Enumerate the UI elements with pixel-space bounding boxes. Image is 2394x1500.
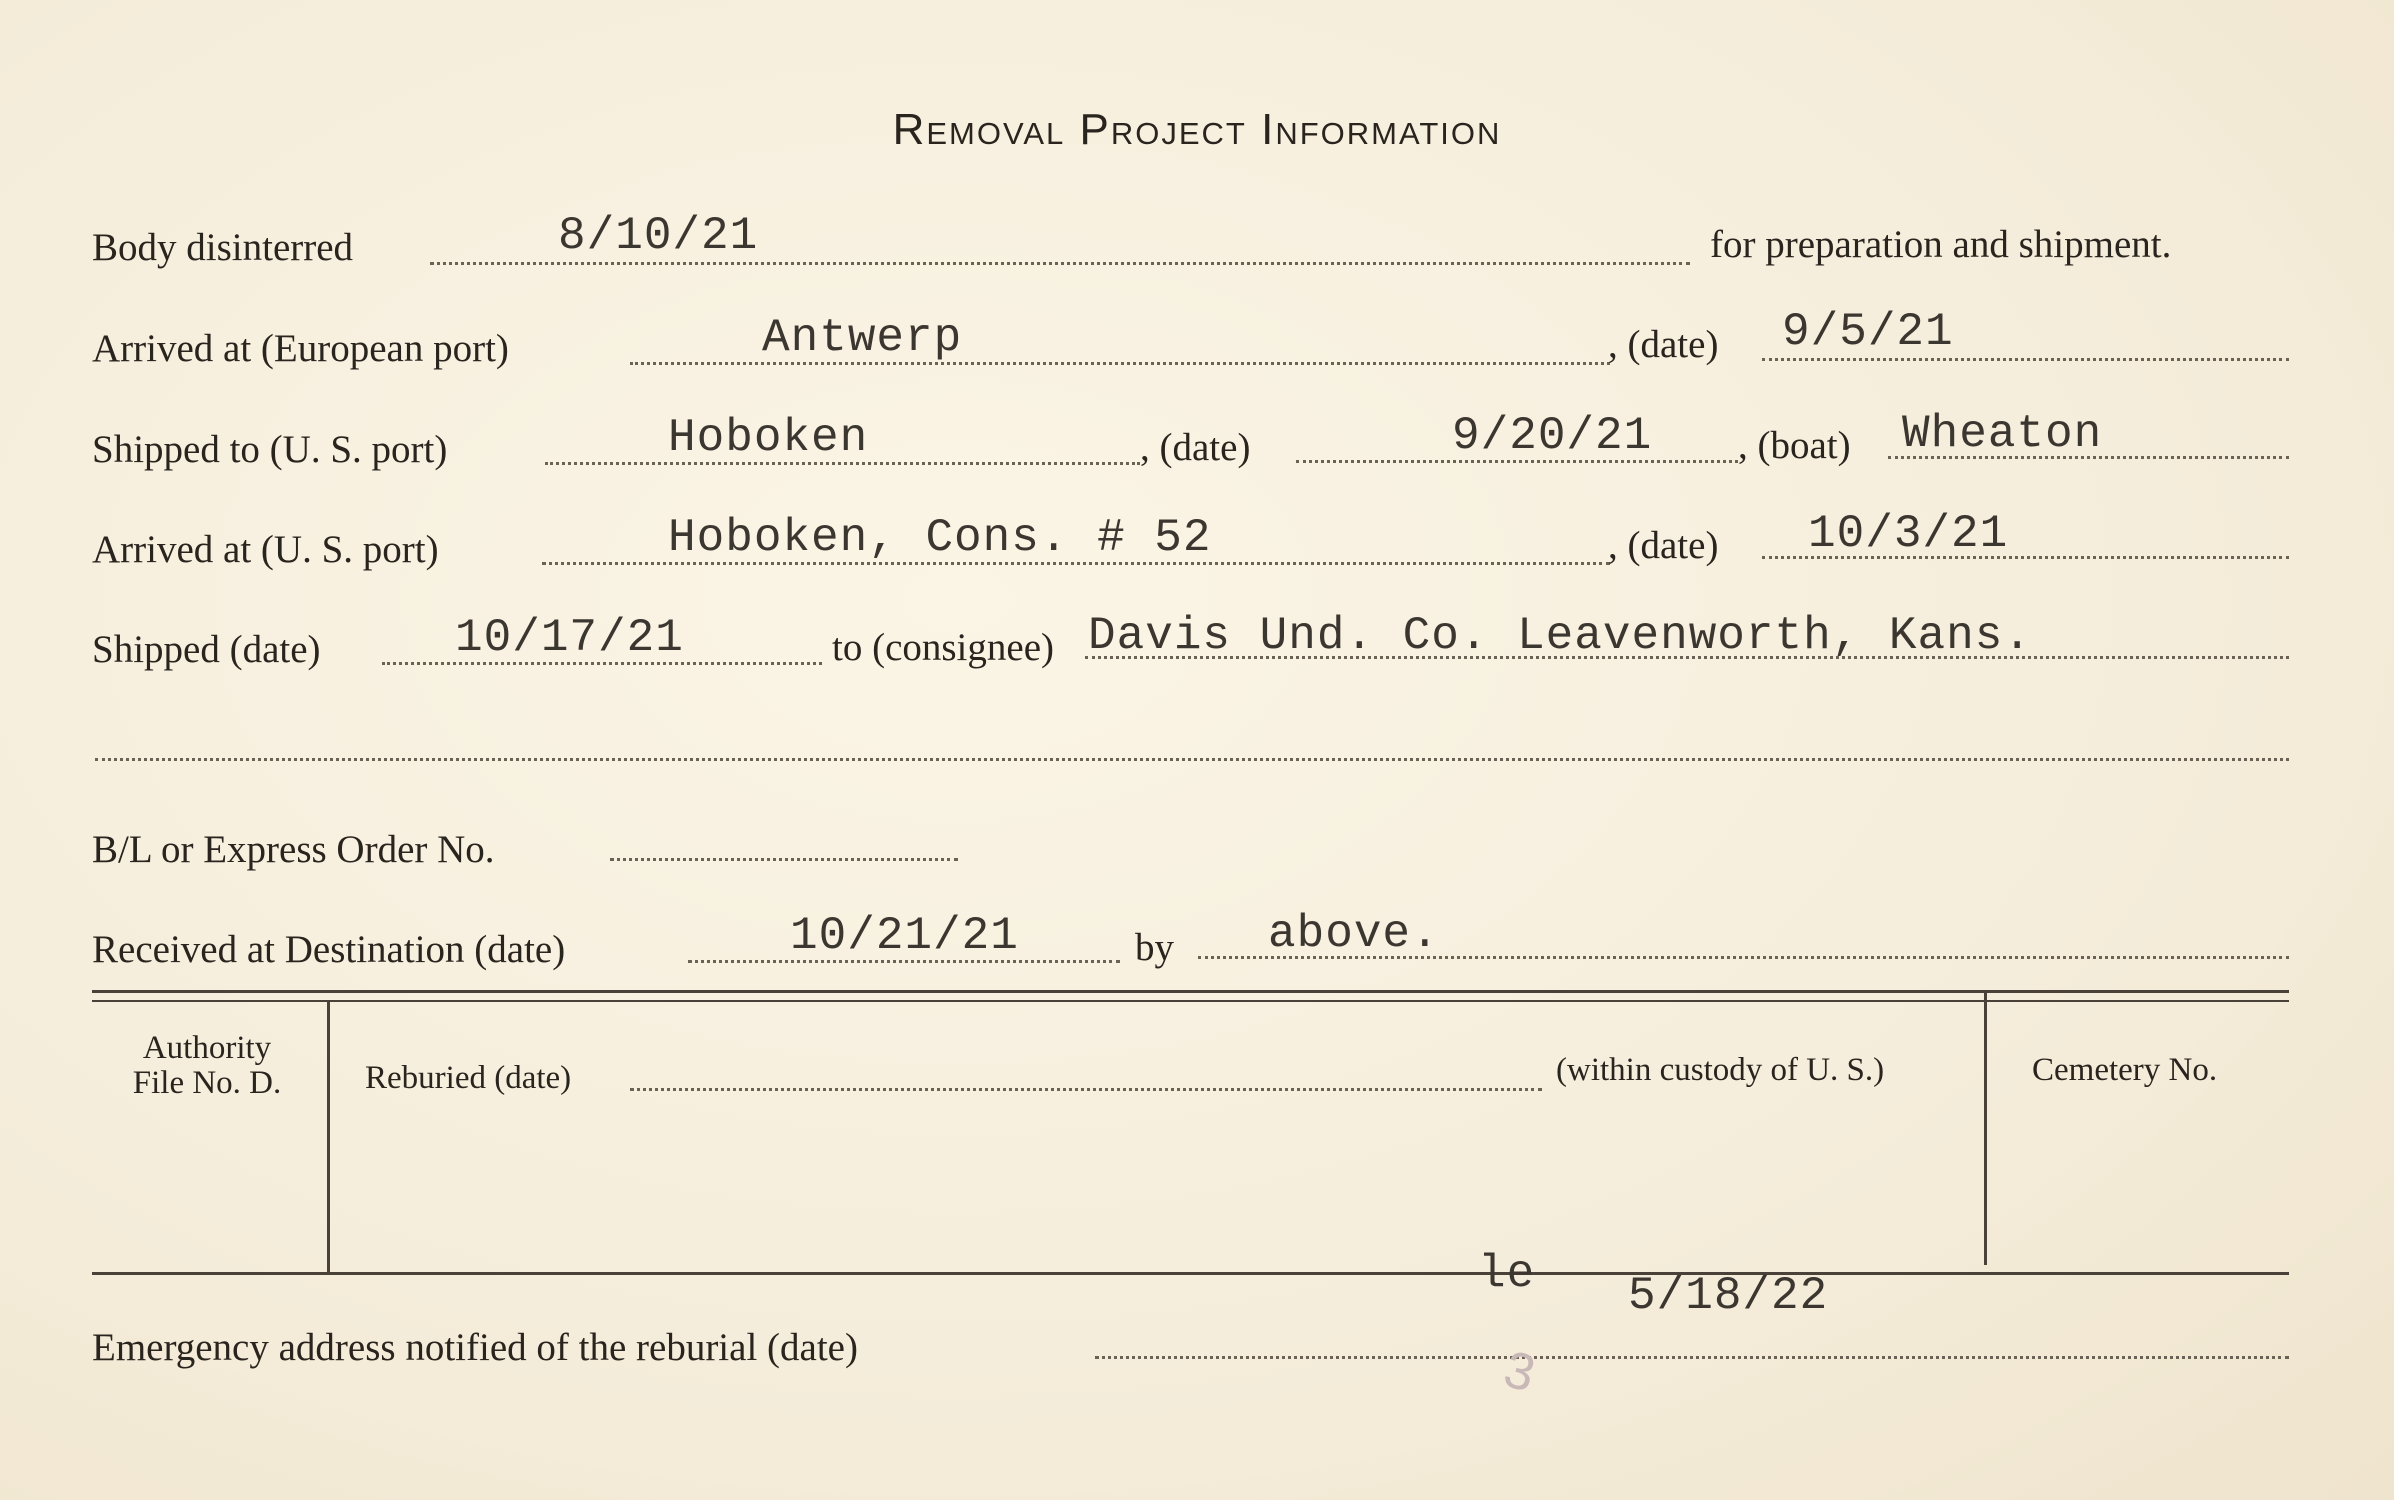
arrived-european-value: Antwerp — [762, 312, 963, 364]
stamp-date: 5/18/22 — [1628, 1270, 1829, 1322]
reburied-label: Reburied (date) — [365, 1060, 572, 1096]
bl-order-line — [610, 858, 958, 861]
reburied-line — [630, 1088, 1542, 1091]
arrived-us-value: Hoboken, Cons. # 52 — [668, 512, 1212, 564]
shipped-us-date-value: 9/20/21 — [1452, 410, 1653, 462]
consignee-value: Davis Und. Co. Leavenworth, Kans. — [1088, 610, 2032, 662]
blank-line — [95, 758, 2289, 761]
arrived-us-label: Arrived at (U. S. port) — [92, 528, 439, 571]
cemetery-label: Cemetery No. — [2032, 1052, 2218, 1088]
shipped-us-boat-value: Wheaton — [1902, 408, 2103, 460]
box-divider-right — [1984, 990, 1987, 1265]
double-rule-top — [92, 990, 2289, 993]
box-divider-left — [327, 1002, 330, 1272]
body-disinterred-line — [430, 262, 1690, 265]
shipped-date-label: Shipped (date) — [92, 628, 321, 671]
bl-order-label: B/L or Express Order No. — [92, 828, 495, 871]
arrived-european-label: Arrived at (European port) — [92, 327, 509, 370]
card-title: Removal Project Information — [892, 105, 1502, 154]
arrived-european-date-value: 9/5/21 — [1782, 306, 1954, 358]
received-by-label: by — [1135, 926, 1174, 969]
shipped-us-date-label: , (date) — [1140, 426, 1251, 469]
shipped-us-label: Shipped to (U. S. port) — [92, 428, 448, 471]
body-disinterred-suffix: for preparation and shipment. — [1710, 223, 2172, 266]
custody-label: (within custody of U. S.) — [1556, 1052, 1885, 1088]
shipped-us-value: Hoboken — [668, 412, 869, 464]
authority-label-2: File No. D. — [132, 1065, 282, 1101]
body-disinterred-value: 8/10/21 — [558, 210, 759, 262]
consignee-label: to (consignee) — [832, 626, 1055, 669]
emergency-label: Emergency address notified of the reburial (date) — [92, 1326, 858, 1369]
pencil-mark: 3 — [1497, 1340, 1541, 1404]
authority-label-1: Authority — [142, 1030, 272, 1066]
received-label: Received at Destination (date) — [92, 928, 566, 971]
shipped-us-boat-label: , (boat) — [1738, 424, 1851, 467]
arrived-european-date-label: , (date) — [1608, 323, 1719, 366]
received-by-value: above. — [1268, 908, 1440, 960]
arrived-european-date-line — [1762, 358, 2289, 361]
arrived-us-date-label: , (date) — [1608, 524, 1719, 567]
received-value: 10/21/21 — [790, 910, 1019, 962]
box-bottom-rule — [92, 1272, 2289, 1275]
arrived-us-date-value: 10/3/21 — [1808, 508, 2009, 560]
shipped-date-value: 10/17/21 — [455, 612, 684, 664]
double-rule-bottom — [92, 1000, 2289, 1002]
stamp-initials: le — [1478, 1248, 1536, 1300]
body-disinterred-label: Body disinterred — [92, 226, 354, 269]
emergency-line — [1095, 1356, 2289, 1359]
